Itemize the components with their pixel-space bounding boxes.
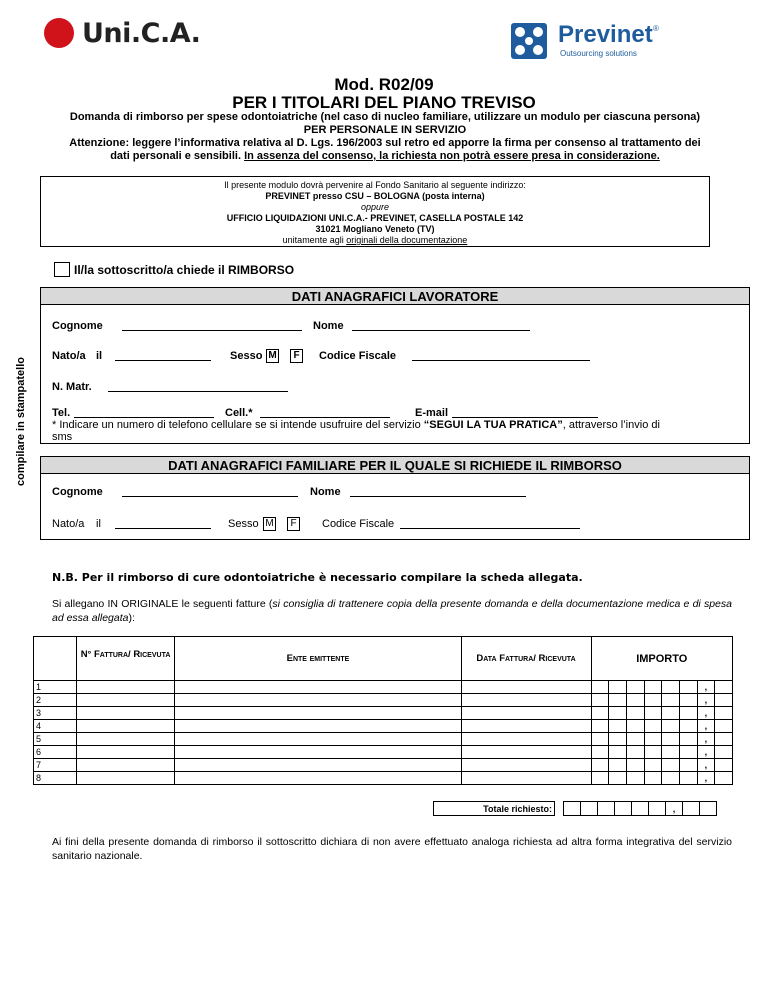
invoice-header-row bbox=[34, 637, 733, 681]
family-name-label: Nome bbox=[310, 486, 341, 498]
col-invoice-date: Data Fattura/ Ricevuta bbox=[461, 637, 591, 681]
invoice-row bbox=[34, 733, 733, 746]
amount-digit[interactable] bbox=[626, 759, 644, 772]
amount-digit[interactable] bbox=[591, 694, 609, 707]
invoice-row-index: 7 bbox=[34, 759, 77, 772]
amount-digit[interactable] bbox=[591, 707, 609, 720]
amount-digit[interactable] bbox=[609, 759, 627, 772]
amount-comma: , bbox=[697, 707, 715, 720]
nb-note: N.B. Per il rimborso di cure odontoiatriche è necessario compilare la scheda allegata. bbox=[52, 571, 583, 584]
worker-sex-f[interactable]: F bbox=[290, 349, 303, 363]
invoice-date-cell[interactable] bbox=[461, 746, 591, 759]
amount-digit[interactable] bbox=[679, 681, 697, 694]
invoice-row bbox=[34, 694, 733, 707]
amount-decimal[interactable] bbox=[715, 759, 733, 772]
invoice-row bbox=[34, 759, 733, 772]
invoice-row-index: 6 bbox=[34, 746, 77, 759]
worker-tel-field[interactable] bbox=[74, 407, 214, 418]
amount-digit[interactable] bbox=[662, 707, 680, 720]
issuer-cell[interactable] bbox=[175, 694, 461, 707]
attach-tail: ): bbox=[128, 612, 135, 624]
amount-comma: , bbox=[697, 681, 715, 694]
consent-warning: In assenza del consenso, la richiesta non potrà essere presa in considerazione. bbox=[244, 150, 660, 162]
worker-email-label: E-mail bbox=[415, 407, 449, 419]
amount-digit[interactable] bbox=[662, 759, 680, 772]
col-invoice-number: N° Fattura/ Ricevuta bbox=[76, 637, 175, 681]
sms-service-name: “SEGUI LA TUA PRATICA” bbox=[423, 419, 563, 431]
amount-digit[interactable] bbox=[591, 759, 609, 772]
family-birthdate-field[interactable] bbox=[115, 518, 211, 529]
family-sex-label: Sesso bbox=[228, 518, 259, 530]
worker-cf-label: Codice Fiscale bbox=[319, 350, 397, 362]
family-header: DATI ANAGRAFICI FAMILIARE PER IL QUALE SI RICHIEDE IL RIMBORSO bbox=[40, 456, 750, 474]
address-or: oppure bbox=[360, 202, 390, 212]
amount-digit[interactable] bbox=[591, 746, 609, 759]
issuer-cell[interactable] bbox=[175, 772, 461, 785]
invoice-table bbox=[33, 636, 733, 785]
subtitle-line3: Attenzione: leggere l’informativa relativa al D. Lgs. 196/2003 sul retro ed apporre la firma per consenso al trattamento dei bbox=[69, 137, 701, 149]
amount-digit[interactable] bbox=[679, 707, 697, 720]
invoice-row-index: 4 bbox=[34, 720, 77, 733]
amount-decimal[interactable] bbox=[715, 681, 733, 694]
invoice-number-cell[interactable] bbox=[76, 720, 175, 733]
amount-digit[interactable] bbox=[679, 694, 697, 707]
amount-digit[interactable] bbox=[644, 720, 662, 733]
previnet-logo-icon bbox=[510, 22, 548, 60]
invoice-number-cell[interactable] bbox=[76, 707, 175, 720]
worker-name-label: Nome bbox=[313, 320, 344, 332]
unica-logo bbox=[44, 16, 201, 52]
amount-digit[interactable] bbox=[644, 746, 662, 759]
amount-decimal[interactable] bbox=[715, 707, 733, 720]
previnet-logo bbox=[510, 22, 670, 62]
address-city: 31021 Mogliano Veneto (TV) bbox=[315, 224, 435, 234]
invoice-row-index: 3 bbox=[34, 707, 77, 720]
family-cf-field[interactable] bbox=[400, 518, 580, 529]
rimborso-checkbox[interactable] bbox=[54, 262, 70, 277]
amount-digit[interactable] bbox=[679, 772, 697, 785]
worker-matr-field[interactable] bbox=[108, 381, 288, 392]
amount-comma: , bbox=[697, 759, 715, 772]
vertical-note: compilare in stampatello bbox=[15, 357, 27, 486]
previnet-logo-text: Previnet bbox=[558, 21, 653, 48]
issuer-cell[interactable] bbox=[175, 733, 461, 746]
invoice-row bbox=[34, 746, 733, 759]
amount-digit[interactable] bbox=[679, 746, 697, 759]
amount-digit[interactable] bbox=[609, 733, 627, 746]
invoice-number-cell[interactable] bbox=[76, 759, 175, 772]
amount-digit[interactable] bbox=[591, 720, 609, 733]
family-surname-label: Cognome bbox=[52, 486, 103, 498]
invoice-row bbox=[34, 720, 733, 733]
sms-note-end: sms bbox=[52, 431, 73, 443]
total-digit[interactable] bbox=[598, 802, 615, 816]
worker-date-label: il bbox=[96, 350, 103, 362]
total-digit[interactable] bbox=[632, 802, 649, 816]
total-row bbox=[434, 802, 717, 816]
address-postal: UFFICIO LIQUIDAZIONI UNI.C.A.- PREVINET, CASELLA POSTALE 142 bbox=[226, 213, 524, 223]
amount-comma: , bbox=[697, 733, 715, 746]
invoice-date-cell[interactable] bbox=[461, 694, 591, 707]
invoice-date-cell[interactable] bbox=[461, 759, 591, 772]
worker-cell-label: Cell.* bbox=[225, 407, 253, 419]
worker-cf-field[interactable] bbox=[412, 350, 590, 361]
amount-comma: , bbox=[697, 720, 715, 733]
worker-tel-label: Tel. bbox=[52, 407, 71, 419]
invoice-row-index: 8 bbox=[34, 772, 77, 785]
issuer-cell[interactable] bbox=[175, 681, 461, 694]
col-issuer: Ente emittente bbox=[175, 637, 461, 681]
amount-digit[interactable] bbox=[662, 772, 680, 785]
invoice-number-cell[interactable] bbox=[76, 681, 175, 694]
address-originals bbox=[41, 235, 709, 246]
form-title: PER I TITOLARI DEL PIANO TREVISO bbox=[232, 93, 536, 112]
attach-advice: si consiglia di trattenere copia della presente domanda e della documentazione medica e di spesa ad essa allegata bbox=[52, 598, 732, 624]
worker-email-field[interactable] bbox=[452, 407, 598, 418]
invoice-row bbox=[34, 707, 733, 720]
amount-digit[interactable] bbox=[644, 759, 662, 772]
amount-digit[interactable] bbox=[609, 707, 627, 720]
total-digit[interactable] bbox=[649, 802, 666, 816]
col-amount: IMPORTO bbox=[591, 637, 732, 681]
amount-digit[interactable] bbox=[591, 772, 609, 785]
total-digit[interactable] bbox=[683, 802, 700, 816]
family-name-field[interactable] bbox=[350, 486, 526, 497]
invoice-number-cell[interactable] bbox=[76, 746, 175, 759]
amount-digit[interactable] bbox=[679, 759, 697, 772]
issuer-cell[interactable] bbox=[175, 707, 461, 720]
total-digit[interactable] bbox=[564, 802, 581, 816]
registered-mark: ® bbox=[653, 24, 659, 33]
amount-decimal[interactable] bbox=[715, 733, 733, 746]
worker-sex-label: Sesso bbox=[230, 350, 263, 362]
previnet-tagline: Outsourcing solutions bbox=[560, 49, 637, 58]
attach-lead: Si allegano IN ORIGINALE le seguenti fatture ( bbox=[52, 598, 273, 610]
subtitle-line4 bbox=[40, 150, 730, 163]
amount-digit[interactable] bbox=[662, 746, 680, 759]
invoice-row bbox=[34, 681, 733, 694]
invoice-date-cell[interactable] bbox=[461, 707, 591, 720]
consent-text: dati personali e sensibili. bbox=[110, 150, 242, 162]
declaration-text: Ai fini della presente domanda di rimborso il sottoscritto dichiara di non avere effettuato analoga richiesta ad altra forma integrativa del servizio sanitario nazionale. bbox=[52, 836, 732, 862]
amount-digit[interactable] bbox=[662, 681, 680, 694]
worker-surname-field[interactable] bbox=[122, 320, 302, 331]
amount-digit[interactable] bbox=[662, 694, 680, 707]
total-table bbox=[433, 801, 717, 816]
family-sex-f[interactable]: F bbox=[287, 517, 300, 531]
family-cf-label: Codice Fiscale bbox=[322, 518, 395, 530]
unica-logo-text: Uni.C.A. bbox=[82, 18, 201, 49]
amount-digit[interactable] bbox=[626, 733, 644, 746]
total-comma: , bbox=[666, 802, 683, 816]
issuer-cell[interactable] bbox=[175, 720, 461, 733]
subtitle-line1: Domanda di rimborso per spese odontoiatriche (nel caso di nucleo familiare, utilizzare un modulo per ciascuna persona) bbox=[69, 111, 701, 123]
amount-comma: , bbox=[697, 746, 715, 759]
worker-name-field[interactable] bbox=[352, 320, 530, 331]
amount-digit[interactable] bbox=[662, 733, 680, 746]
invoice-date-cell[interactable] bbox=[461, 733, 591, 746]
issuer-cell[interactable] bbox=[175, 746, 461, 759]
amount-digit[interactable] bbox=[644, 772, 662, 785]
total-digit[interactable] bbox=[615, 802, 632, 816]
worker-birth-label: Nato/a bbox=[52, 350, 86, 362]
amount-digit[interactable] bbox=[626, 681, 644, 694]
amount-decimal[interactable] bbox=[715, 772, 733, 785]
rimborso-label: Il/la sottoscritto/a chiede il RIMBORSO bbox=[74, 263, 295, 277]
attach-text bbox=[52, 597, 732, 625]
amount-digit[interactable] bbox=[609, 681, 627, 694]
invoice-number-cell[interactable] bbox=[76, 733, 175, 746]
invoice-row bbox=[34, 772, 733, 785]
address-originals-lead: unitamente agli bbox=[282, 235, 344, 245]
amount-digit[interactable] bbox=[609, 772, 627, 785]
invoice-header-index bbox=[34, 637, 77, 681]
family-date-label: il bbox=[96, 518, 101, 530]
worker-sms-note bbox=[52, 419, 742, 431]
total-digit[interactable] bbox=[581, 802, 598, 816]
invoice-date-cell[interactable] bbox=[461, 681, 591, 694]
worker-sex-m[interactable]: M bbox=[266, 349, 279, 363]
amount-decimal[interactable] bbox=[715, 694, 733, 707]
invoice-date-cell[interactable] bbox=[461, 720, 591, 733]
amount-digit[interactable] bbox=[626, 746, 644, 759]
address-originals-text: originali della documentazione bbox=[346, 235, 468, 245]
amount-comma: , bbox=[697, 694, 715, 707]
worker-birthdate-field[interactable] bbox=[115, 350, 211, 361]
unica-logo-icon bbox=[44, 18, 74, 48]
amount-digit[interactable] bbox=[644, 733, 662, 746]
amount-decimal[interactable] bbox=[715, 746, 733, 759]
amount-digit[interactable] bbox=[644, 681, 662, 694]
amount-digit[interactable] bbox=[609, 720, 627, 733]
amount-digit[interactable] bbox=[626, 720, 644, 733]
amount-digit[interactable] bbox=[626, 707, 644, 720]
family-surname-field[interactable] bbox=[122, 486, 298, 497]
worker-header: DATI ANAGRAFICI LAVORATORE bbox=[40, 287, 750, 305]
family-birth-label: Nato/a bbox=[52, 518, 85, 530]
amount-digit[interactable] bbox=[679, 733, 697, 746]
amount-digit[interactable] bbox=[644, 694, 662, 707]
total-label: Totale richiesto: bbox=[434, 802, 555, 816]
amount-digit[interactable] bbox=[626, 694, 644, 707]
worker-surname-label: Cognome bbox=[52, 320, 103, 332]
amount-digit[interactable] bbox=[626, 772, 644, 785]
family-sex-m[interactable]: M bbox=[263, 517, 276, 531]
invoice-number-cell[interactable] bbox=[76, 772, 175, 785]
invoice-number-cell[interactable] bbox=[76, 694, 175, 707]
amount-digit[interactable] bbox=[591, 681, 609, 694]
address-internal: PREVINET presso CSU – BOLOGNA (posta interna) bbox=[265, 191, 485, 201]
amount-digit[interactable] bbox=[609, 694, 627, 707]
amount-decimal[interactable] bbox=[715, 720, 733, 733]
invoice-rows bbox=[34, 681, 733, 785]
sms-note-tail: , attraverso l’invio di bbox=[562, 419, 660, 431]
worker-cell-field[interactable] bbox=[260, 407, 390, 418]
address-intro: Il presente modulo dovrà pervenire al Fondo Sanitario al seguente indirizzo: bbox=[224, 180, 526, 190]
invoice-date-cell[interactable] bbox=[461, 772, 591, 785]
form-code: Mod. R02/09 bbox=[334, 75, 434, 94]
amount-digit[interactable] bbox=[591, 733, 609, 746]
subtitle-line2: PER PERSONALE IN SERVIZIO bbox=[303, 124, 467, 136]
issuer-cell[interactable] bbox=[175, 759, 461, 772]
total-digit[interactable] bbox=[700, 802, 717, 816]
invoice-row-index: 2 bbox=[34, 694, 77, 707]
address-box bbox=[40, 176, 710, 247]
amount-digit[interactable] bbox=[662, 720, 680, 733]
amount-digit[interactable] bbox=[679, 720, 697, 733]
amount-digit[interactable] bbox=[644, 707, 662, 720]
invoice-row-index: 1 bbox=[34, 681, 77, 694]
amount-digit[interactable] bbox=[609, 746, 627, 759]
invoice-row-index: 5 bbox=[34, 733, 77, 746]
total-spacer bbox=[555, 802, 564, 816]
worker-matr-label: N. Matr. bbox=[52, 381, 92, 393]
sms-note-text: * Indicare un numero di telefono cellulare se si intende usufruire del servizio bbox=[52, 419, 421, 431]
amount-comma: , bbox=[697, 772, 715, 785]
